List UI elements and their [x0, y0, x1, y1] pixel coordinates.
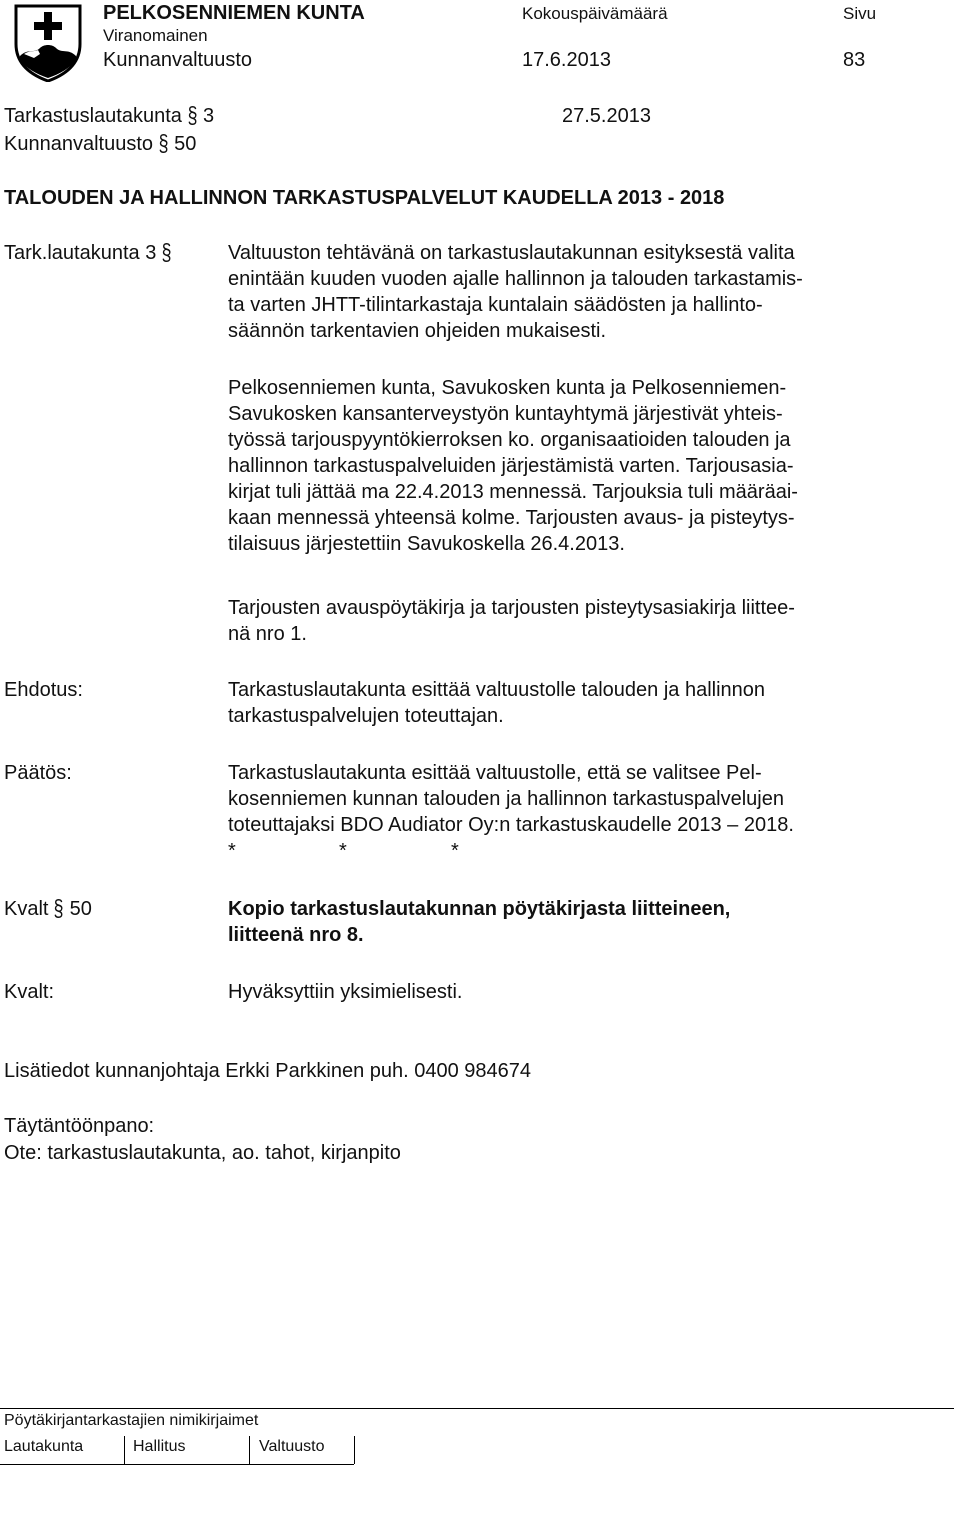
text-line: työssä tarjouspyyntökierroksen ko. organisaatioiden talouden ja	[228, 429, 791, 451]
text-line: tarkastuspalvelujen toteuttajan.	[228, 705, 504, 727]
organization-name: PELKOSENNIEMEN KUNTA	[103, 2, 365, 24]
text-line: ta varten JHTT-tilintarkastaja kuntalain säädösten ja hallinto-	[228, 294, 763, 316]
decision-label: Päätös:	[4, 762, 72, 784]
section-sign: §	[187, 103, 198, 129]
footer-title: Pöytäkirjantarkastajien nimikirjaimet	[4, 1412, 259, 1429]
text-line: enintään kuuden vuoden ajalle hallinnon ja talouden tarkastamis-	[228, 268, 803, 290]
implementation-text: Ote: tarkastuslautakunta, ao. tahot, kirjanpito	[4, 1142, 401, 1164]
kvalt-label: Kvalt	[4, 898, 49, 920]
text-line: kaan mennessä yhteensä kolme. Tarjousten avaus- ja pisteytys-	[228, 507, 795, 529]
text-line: Valtuuston tehtävänä on tarkastuslautakunnan esityksestä valita	[228, 242, 795, 264]
text-line: Tarkastuslautakunta esittää valtuustolle talouden ja hallinnon	[228, 679, 766, 701]
ref2-label: Kunnanvaltuusto	[4, 133, 154, 155]
ref1-number: 3	[203, 105, 215, 127]
text-line: tilaisuus järjestettiin Savukoskella 26.4.2013.	[228, 533, 625, 555]
text-line: Tarjousten avauspöytäkirja ja tarjousten pisteytysasiakirja liittee-	[228, 597, 795, 619]
proposal-label: Ehdotus:	[4, 679, 83, 701]
separator-star: *	[451, 840, 459, 862]
paragraph-tender	[228, 375, 948, 557]
kvalt-number: 50	[69, 898, 92, 920]
section-sign: §	[158, 131, 169, 157]
additional-info: Lisätiedot kunnanjohtaja Erkki Parkkinen puh. 0400 984674	[4, 1060, 532, 1082]
decision-text	[228, 760, 948, 838]
separator-star: *	[228, 840, 236, 862]
text-line: kosenniemen kunnan talouden ja hallinnon tarkastuspalvelujen	[228, 788, 784, 810]
text-line: säännön tarkentavien ohjeiden mukaisesti.	[228, 320, 607, 342]
ref1-label: Tarkastuslautakunta	[4, 105, 182, 127]
meeting-date: 17.6.2013	[522, 49, 611, 71]
text-line: kirjat tuli jättää ma 22.4.2013 mennessä. Tarjouksia tuli määräai-	[228, 481, 798, 503]
council-section-label	[4, 896, 92, 922]
paragraph-attachment	[228, 595, 948, 647]
council-copy-note	[228, 896, 948, 948]
council-decision-text: Hyväksyttiin yksimielisesti.	[228, 981, 463, 1003]
footer-col-valtuusto: Valtuusto	[259, 1438, 325, 1455]
tark-label-text: Tark.lautakunta 3	[4, 242, 157, 264]
reference-line-1	[4, 103, 214, 129]
text-line: nä nro 1.	[228, 623, 307, 645]
text-line: hallinnon tarkastuspalveluiden järjestämistä varten. Tarjousasia-	[228, 455, 794, 477]
meeting-date-label: Kokouspäivämäärä	[522, 4, 668, 23]
proposal-text	[228, 677, 948, 729]
paragraph-background	[228, 240, 948, 344]
reference-line-2	[4, 131, 196, 157]
text-line: liitteenä nro 8.	[228, 924, 364, 946]
text-line: Savukosken kansanterveystyön kuntayhtymä järjestivät yhteis-	[228, 403, 783, 425]
ref2-number: 50	[174, 133, 197, 155]
text-line: Pelkosenniemen kunta, Savukosken kunta ja Pelkosenniemen-	[228, 377, 787, 399]
ref1-date: 27.5.2013	[562, 105, 651, 127]
council-decision-label: Kvalt:	[4, 981, 55, 1003]
text-line: Tarkastuslautakunta esittää valtuustolle, että se valitsee Pel-	[228, 762, 762, 784]
footer-col-lautakunta: Lautakunta	[4, 1438, 84, 1455]
document-title: TALOUDEN JA HALLINNON TARKASTUSPALVELUT KAUDELLA 2013 - 2018	[4, 187, 725, 209]
text-line: toteuttajaksi BDO Audiator Oy:n tarkastuskaudelle 2013 – 2018.	[228, 814, 794, 836]
authority-value: Kunnanvaltuusto	[103, 49, 253, 71]
implementation-label: Täytäntöönpano:	[4, 1115, 155, 1137]
tarklautakunta-label	[4, 240, 177, 266]
municipal-crest-icon	[14, 4, 82, 82]
section-sign: §	[54, 896, 65, 922]
footer-bottom-line	[0, 1464, 354, 1465]
text-line: Kopio tarkastuslautakunnan pöytäkirjasta liitteineen,	[228, 898, 731, 920]
authority-label: Viranomainen	[103, 26, 208, 45]
footer-col-hallitus: Hallitus	[133, 1438, 186, 1455]
footer-divider	[0, 1408, 954, 1409]
page-label: Sivu	[843, 4, 877, 23]
section-sign: §	[161, 240, 172, 266]
separator-star: *	[339, 840, 347, 862]
page-number: 83	[843, 49, 866, 71]
